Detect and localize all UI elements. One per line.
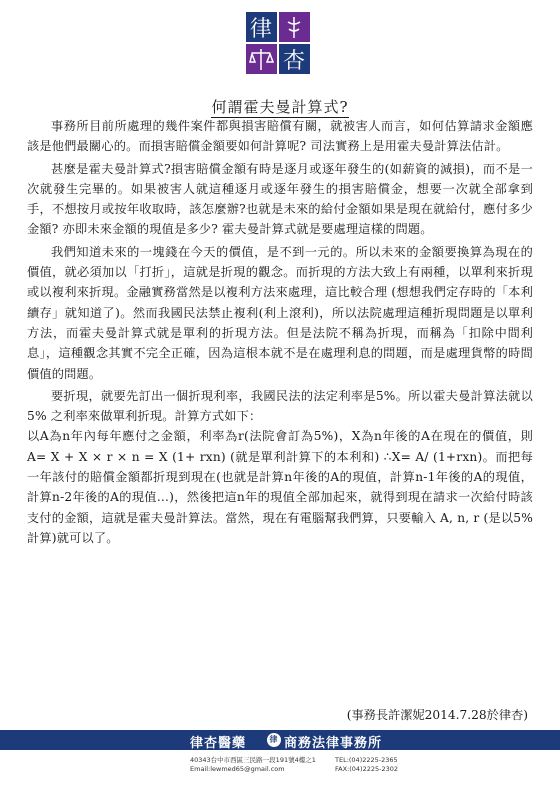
logo-char-top: 律 xyxy=(249,17,273,42)
footer-contact-right xyxy=(335,756,398,774)
firm-tel: TEL:(04)2225-2365 xyxy=(335,756,398,764)
paragraph-intro: 事務所目前所處理的幾件案件都與損害賠償有關，就被害人而言，如何估算請求金額應該是他們最關心的。而損害賠償金額要如何計算呢? 司法實務上是用霍夫曼計算法估計。 xyxy=(27,119,533,154)
paragraph-what-is: 甚麼是霍夫曼計算式?損害賠償金額有時是逐月或逐年發生的(如薪資的減損)，而不是一次就發生完畢的。如果被害人就這種逐月或逐年發生的損害賠償金，想要一次就全部拿到手，不想按月或按年收取時，該怎麼辦?也就是未來的給付金額如果是現在就給付，應付多少金額? 亦即未來金額的現值是多少? 霍夫曼計算式就是要處理這樣的問題。 xyxy=(27,161,533,237)
paragraph-rate: 要折現，就要先訂出一個折現利率，我國民法的法定利率是5%。所以霍夫曼計算法就以5% 之利率來做單利折現。計算方式如下： xyxy=(27,388,533,424)
article-body xyxy=(27,116,533,550)
firm-fax: FAX:(04)2225-2302 xyxy=(335,765,399,773)
footer-firm-bar xyxy=(0,730,560,750)
logo-char-bottom: 杏 xyxy=(282,49,306,74)
firm-name-part2: 商務法律事務所 xyxy=(284,736,383,751)
firm-email: Email:lewmed65@gmail.com xyxy=(190,765,285,773)
paragraph-discounting: 我們知道未來的一塊錢在今天的價值，是不到一元的。所以未來的金額要換算為現在的價值，就必須加以「打折」，這就是折現的觀念。而折現的方法大致上有兩種，以單利來折現或以複利來折現。金融實務當然是以複利方法來處理，這比較合理 (想想我們定存時的「本利續存」就知道了)。然而我國民法禁止複利(利上滾利)，所以法院處理這種折現問題是以單利方法，而霍夫曼計算式就是單利的折現方法。但是法院不稱為折現，而稱為「扣除中間利息」，這種觀念其實不完全正確，因為這根本就不是在處理利息的問題，而是處理貨幣的時間價值的問題。 xyxy=(27,244,533,381)
firm-name-part1: 律杏醫藥 xyxy=(190,736,247,751)
signature: (事務長許潔妮2014.7.28於律杏) xyxy=(346,708,528,722)
footer-contact-left xyxy=(190,756,316,774)
firm-address: 40343台中市西區三民路一段191號4樓之1 xyxy=(190,756,316,764)
firm-logo xyxy=(246,12,310,74)
paragraph-formula: 以A為n年內每年應付之金額，利率為r(法院會訂為5%)，X為n年後的A在現在的價值，則A= X + X × r × n = X (1+ rxn) (就是單利計算下的本利和) ∴X= A/ (1+rxn)。而把每一年該付的賠償金額都折現到現在(也就是計算n年後的A的現值，計算n-1年後的A的現值，計算n-2年後的A的現值…)，然後把這n年的現值全部加起來，就得到現在請求一次給付時該支付的金額，這就是霍夫曼計算法。當然，現在有電腦幫我們算，只要輸入 A, n, r (是以5%計算)就可以了。 xyxy=(27,429,533,545)
page-title: 何謂霍夫曼計算式? xyxy=(211,98,349,116)
firm-badge-icon: 律 xyxy=(267,733,281,747)
